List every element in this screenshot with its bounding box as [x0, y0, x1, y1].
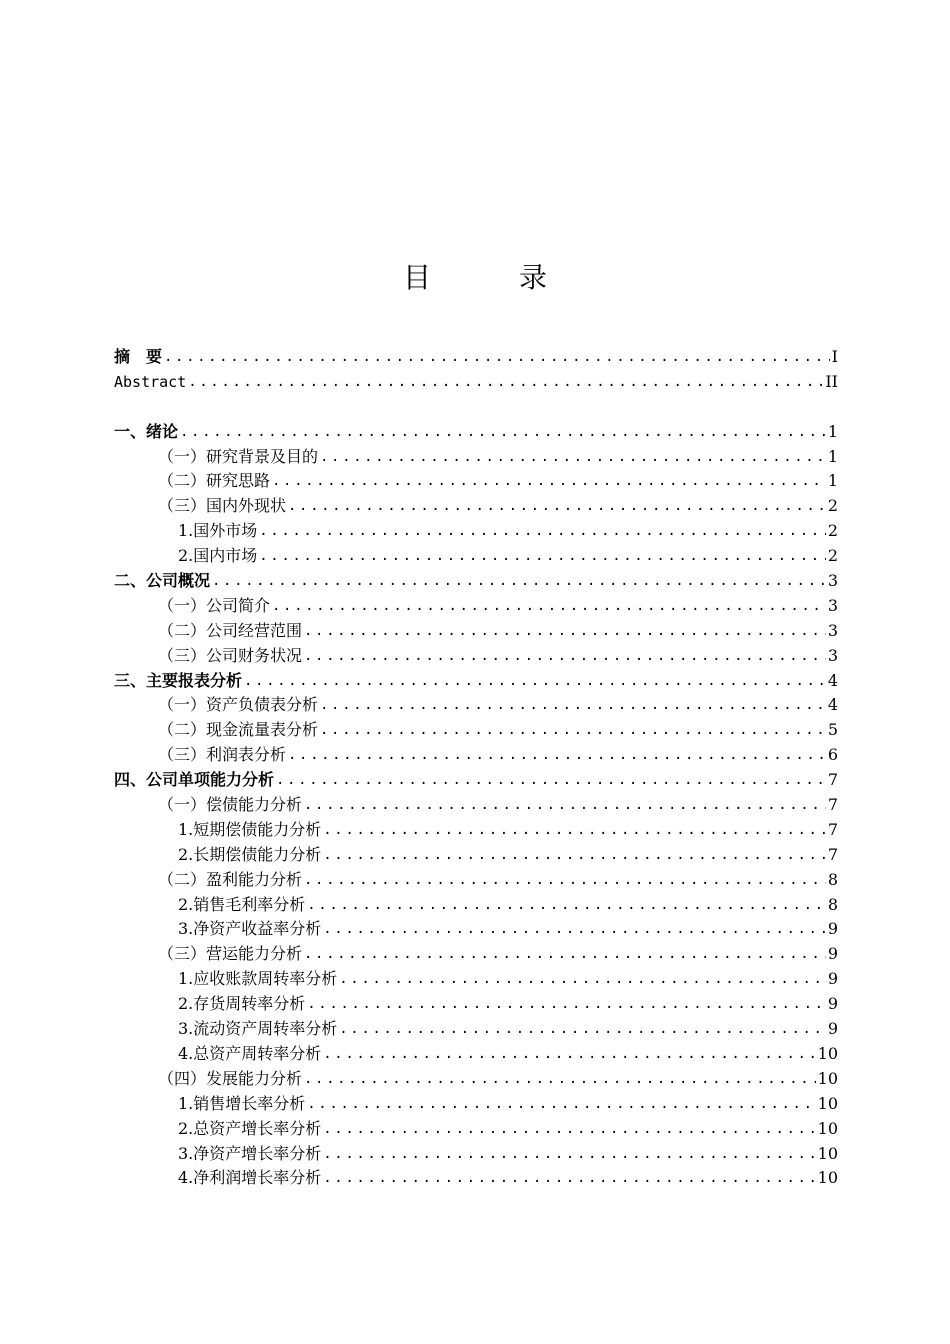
toc-entry-chapter-2[interactable]	[114, 566, 838, 591]
toc-entry-label: （三）国内外现状	[158, 496, 287, 516]
dot-leader	[259, 546, 826, 566]
toc-entry-section[interactable]	[114, 641, 838, 666]
toc-entry-label: 四、公司单项能力分析	[114, 770, 275, 790]
toc-entry-page: II	[825, 371, 838, 391]
toc-entry-label: 一、绪论	[114, 421, 179, 441]
toc-entry-subsection[interactable]	[114, 1089, 838, 1114]
toc-entry-label: 1.销售增长率分析	[178, 1093, 306, 1113]
toc-entry-label: 三、主要报表分析	[114, 670, 243, 690]
toc-entry-label: 2.存货周转率分析	[178, 994, 306, 1014]
toc-entry-label: （一）偿债能力分析	[158, 795, 303, 815]
dot-leader	[339, 1019, 826, 1039]
toc-entry-label: 2.长期偿债能力分析	[178, 844, 322, 864]
toc-entry-subsection[interactable]	[114, 1114, 838, 1139]
dot-leader	[272, 596, 826, 616]
dot-leader	[307, 994, 826, 1014]
toc-entry-label: 4.总资产周转率分析	[178, 1043, 322, 1063]
toc-entry-page: 3	[827, 645, 838, 665]
toc-entry-label: 2.国内市场	[178, 546, 258, 566]
dot-leader	[304, 944, 826, 964]
toc-entry-section[interactable]	[114, 591, 838, 616]
toc-entry-subsection[interactable]	[114, 1139, 838, 1164]
dot-leader	[276, 770, 826, 790]
dot-leader	[180, 422, 826, 442]
toc-entry-subsection[interactable]	[114, 541, 838, 566]
toc-entry-subsection[interactable]	[114, 1014, 838, 1039]
toc-entry-label: （二）盈利能力分析	[158, 869, 303, 889]
toc-entry-page: I	[831, 346, 838, 366]
toc-entry-page: 9	[827, 969, 838, 989]
toc-entry-page: 10	[817, 1093, 838, 1113]
dot-leader	[320, 720, 826, 740]
toc-entry-page: 8	[827, 894, 838, 914]
toc-entry-page: 7	[827, 819, 838, 839]
toc-entry-page: 7	[827, 795, 838, 815]
toc-entry-section[interactable]	[114, 939, 838, 964]
toc-entry-label: 二、公司概况	[114, 571, 211, 591]
toc-entry-label: 2.总资产增长率分析	[178, 1118, 322, 1138]
toc-entry-label: （三）利润表分析	[158, 745, 287, 765]
dot-leader	[323, 820, 826, 840]
toc-entry-subsection[interactable]	[114, 815, 838, 840]
toc-entry-page: 3	[827, 620, 838, 640]
toc-entry-section[interactable]	[114, 691, 838, 716]
toc-entry-section[interactable]	[114, 1064, 838, 1089]
toc-entry-label: 3.净资产增长率分析	[178, 1143, 322, 1163]
toc-entry-page: 2	[827, 546, 838, 566]
toc-entry-label: 2.销售毛利率分析	[178, 894, 306, 914]
toc-entry-label: Abstract	[114, 372, 187, 391]
toc-entry-section[interactable]	[114, 491, 838, 516]
toc-entry-label: （三）公司财务状况	[158, 645, 303, 665]
dot-leader	[304, 870, 826, 890]
toc-entry-label: 3.净资产收益率分析	[178, 919, 322, 939]
dot-leader	[244, 671, 826, 691]
toc-entry-subsection[interactable]	[114, 890, 838, 915]
toc-entry-label: 1.应收账款周转率分析	[178, 969, 338, 989]
toc-entry-section[interactable]	[114, 442, 838, 467]
toc-entry-subsection[interactable]	[114, 840, 838, 865]
dot-leader	[304, 795, 826, 815]
page-title: 目 录	[402, 261, 577, 294]
toc-entry-page: 8	[827, 869, 838, 889]
toc-entry-abstract-en[interactable]	[114, 367, 838, 392]
toc-entry-page: 7	[827, 770, 838, 790]
dot-leader	[212, 571, 826, 591]
toc-entry-section[interactable]	[114, 616, 838, 641]
toc-entry-page: 3	[827, 595, 838, 615]
toc-entry-abstract-cn[interactable]	[114, 342, 838, 367]
dot-leader	[323, 1144, 815, 1164]
toc-entry-page: 9	[827, 919, 838, 939]
toc-entry-page: 9	[827, 944, 838, 964]
dot-leader	[164, 347, 830, 367]
toc-entry-label: （二）公司经营范围	[158, 620, 303, 640]
dot-leader	[323, 1119, 815, 1139]
toc-entry-page: 10	[817, 1068, 838, 1088]
dot-leader	[323, 919, 826, 939]
toc-entry-page: 4	[827, 695, 838, 715]
toc-entry-subsection[interactable]	[114, 964, 838, 989]
toc-entry-page: 5	[827, 720, 838, 740]
toc-entry-section[interactable]	[114, 467, 838, 492]
toc-entry-page: 10	[817, 1143, 838, 1163]
toc-entry-label: 3.流动资产周转率分析	[178, 1019, 338, 1039]
toc-entry-page: 1	[827, 421, 838, 441]
toc-entry-page: 10	[817, 1043, 838, 1063]
toc-entry-section[interactable]	[114, 790, 838, 815]
toc-entry-label: 4.净利润增长率分析	[178, 1168, 322, 1188]
dot-leader	[307, 1094, 815, 1114]
toc-entry-section[interactable]	[114, 715, 838, 740]
toc-entry-page: 2	[827, 496, 838, 516]
toc-entry-page: 9	[827, 994, 838, 1014]
dot-leader	[323, 1044, 815, 1064]
toc-entry-chapter-3[interactable]	[114, 666, 838, 691]
toc-entry-chapter-1[interactable]	[114, 417, 838, 442]
dot-leader	[304, 621, 826, 641]
toc-entry-page: 9	[827, 1019, 838, 1039]
toc-entry-page: 2	[827, 521, 838, 541]
toc-entry-chapter-4[interactable]	[114, 765, 838, 790]
toc-entry-page: 1	[827, 471, 838, 491]
dot-leader	[323, 1168, 815, 1188]
dot-leader	[323, 845, 826, 865]
toc-entry-label: （四）发展能力分析	[158, 1068, 303, 1088]
toc-entry-section[interactable]	[114, 740, 838, 765]
toc-entry-label: （二）研究思路	[158, 471, 271, 491]
dot-leader	[320, 447, 826, 467]
toc-entry-page: 10	[817, 1168, 838, 1188]
toc-entry-label: （一）研究背景及目的	[158, 446, 319, 466]
dot-leader	[188, 372, 823, 392]
toc-entry-label: （二）现金流量表分析	[158, 720, 319, 740]
toc-entry-page: 4	[827, 670, 838, 690]
dot-leader	[339, 969, 826, 989]
toc-entry-subsection[interactable]	[114, 1039, 838, 1064]
toc-entry-label: 摘 要	[114, 346, 163, 366]
toc-entry-page: 1	[827, 446, 838, 466]
table-of-contents	[114, 342, 838, 1188]
toc-entry-label: 1.国外市场	[178, 521, 258, 541]
toc-entry-label: （三）营运能力分析	[158, 944, 303, 964]
dot-leader	[304, 1069, 816, 1089]
toc-entry-section[interactable]	[114, 865, 838, 890]
toc-entry-subsection[interactable]	[114, 915, 838, 940]
dot-leader	[320, 695, 826, 715]
dot-leader	[259, 521, 826, 541]
toc-entry-page: 3	[827, 571, 838, 591]
dot-leader	[288, 496, 826, 516]
dot-leader	[288, 745, 826, 765]
toc-entry-label: （一）资产负债表分析	[158, 695, 319, 715]
toc-entry-label: 1.短期偿债能力分析	[178, 819, 322, 839]
toc-entry-subsection[interactable]	[114, 989, 838, 1014]
toc-entry-subsection[interactable]	[114, 1164, 838, 1189]
toc-entry-label: （一）公司简介	[158, 595, 271, 615]
toc-entry-page: 10	[817, 1118, 838, 1138]
dot-leader	[272, 471, 826, 491]
dot-leader	[304, 646, 826, 666]
toc-entry-page: 6	[827, 745, 838, 765]
dot-leader	[307, 895, 826, 915]
toc-entry-subsection[interactable]	[114, 516, 838, 541]
toc-entry-page: 7	[827, 844, 838, 864]
